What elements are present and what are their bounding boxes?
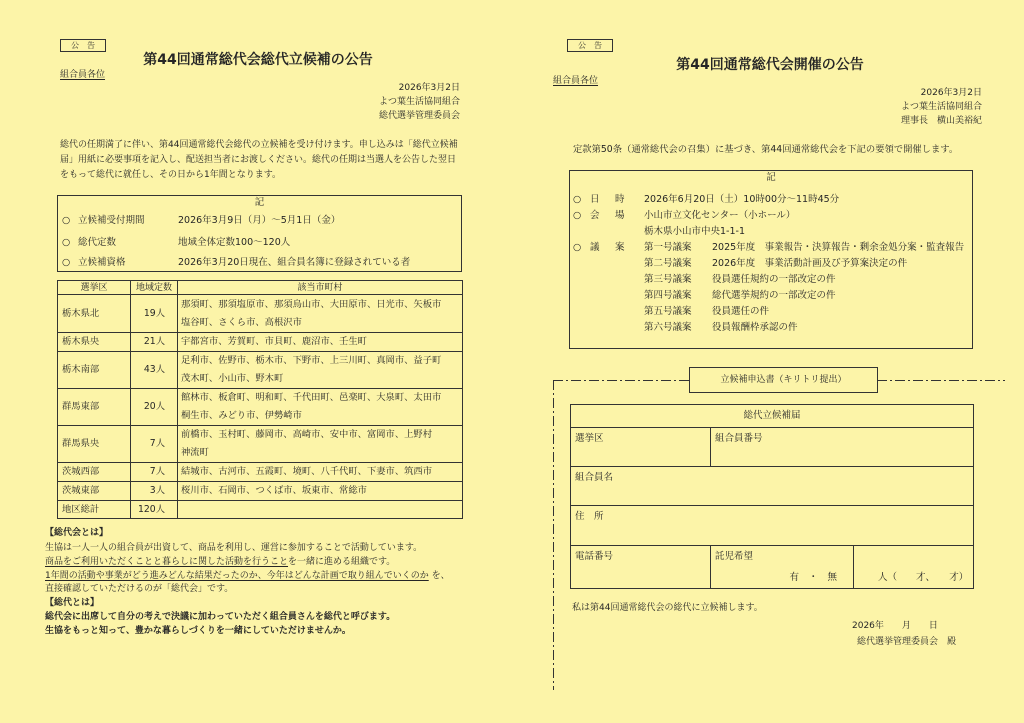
- bullet-icon: ○: [573, 210, 582, 221]
- table-row: [58, 333, 463, 352]
- municipality-line: 塩谷町、さくら市、高根沢市: [181, 316, 302, 328]
- district-quota: 7人: [131, 426, 178, 463]
- district-quota: 20人: [131, 389, 178, 426]
- issuer-name: 総代選挙管理委員会: [378, 111, 460, 121]
- childcare-detail: 人（ 才、 才）: [878, 572, 969, 583]
- form-row: [571, 467, 974, 506]
- agenda-title: 役員選任の件: [712, 306, 770, 317]
- venue-name: 小山市立文化センター（小ホール）: [644, 210, 796, 221]
- detail-label: 会 場: [590, 210, 628, 221]
- municipality-line: 那須町、那須塩原市、那須烏山市、大田原市、日光市、矢板市: [181, 298, 442, 310]
- table-row: [58, 389, 463, 426]
- application-form: [570, 404, 974, 589]
- page-title: 第44回通常総代会開催の公告: [676, 57, 864, 73]
- notice-badge: 公 告: [60, 39, 106, 52]
- form-row: [571, 546, 974, 589]
- organization-name: よつ葉生活協同組合: [378, 97, 460, 107]
- district-name: 栃木県北: [58, 295, 131, 333]
- section-heading: 【総代会とは】: [45, 528, 109, 538]
- agenda-title: 総代選挙規約の一部改定の件: [712, 290, 836, 301]
- table-row: [58, 426, 463, 463]
- district-quota: 7人: [131, 463, 178, 482]
- agenda-number: 第三号議案: [644, 274, 692, 285]
- bullet-icon: ○: [573, 194, 582, 205]
- detail-value: 2026年3月20日現在、組合員名簿に登録されている者: [178, 257, 411, 268]
- district-quota: 3人: [131, 482, 178, 501]
- header-quota: 地域定数: [131, 281, 178, 295]
- district-quota: 19人: [131, 295, 178, 333]
- agenda-number: 第二号議案: [644, 258, 692, 269]
- childcare-field: [711, 546, 854, 589]
- table-row: [58, 352, 463, 389]
- issue-date: 2026年3月2日: [398, 83, 460, 93]
- district-municipalities: [178, 333, 463, 352]
- childcare-detail-field: [854, 546, 974, 589]
- district-name: 地区総計: [58, 501, 131, 519]
- agenda-number: 第四号議案: [644, 290, 692, 301]
- bullet-icon: ○: [62, 215, 71, 226]
- underlined-text: 商品をご利用いただくことと暮らしに関した活動を行うこと: [45, 557, 289, 567]
- plain-text: を、: [428, 571, 450, 581]
- district-name: 茨城西部: [58, 463, 131, 482]
- district-name: 群馬東部: [58, 389, 131, 426]
- addressee: 組合員各位: [60, 70, 106, 80]
- underlined-text: 1年間の活動や事業がどう進みどんな結果だったのか、今年はどんな計画で取り組んでいくのか: [45, 571, 429, 581]
- bullet-icon: ○: [573, 242, 582, 253]
- form-date-line: 2026年 月 日: [852, 621, 938, 631]
- detail-value: 2026年3月9日（月）～5月1日（金）: [178, 215, 341, 226]
- form-title: 総代立候補届: [571, 405, 974, 428]
- candidacy-declaration: 私は第44回通常総代会の総代に立候補します。: [572, 603, 763, 613]
- table-row: [58, 463, 463, 482]
- about-line: 生協は一人一人の組合員が出資して、商品を利用し、運営に参加することで活動しています。: [45, 543, 423, 553]
- about-line: [45, 570, 450, 582]
- cut-line: [512, 0, 1024, 723]
- details-heading: 記: [254, 197, 265, 208]
- municipality-line: 茂木町、小山市、野木町: [181, 373, 284, 384]
- meeting-notice-page: [512, 0, 1024, 723]
- district-municipalities: [178, 389, 463, 426]
- meeting-datetime: 2026年6月20日（土）10時00分～11時45分: [644, 194, 840, 205]
- district-municipalities: [178, 352, 463, 389]
- organization-name: よつ葉生活協同組合: [900, 102, 982, 112]
- agenda-title: 役員報酬枠承認の件: [712, 322, 798, 333]
- address-field: 住 所: [571, 506, 974, 546]
- detail-label: 立候補受付期間: [78, 215, 145, 226]
- detail-label: 総代定数: [78, 237, 117, 248]
- details-heading: 記: [766, 172, 776, 183]
- header-district: 選挙区: [58, 281, 131, 295]
- about-line: 総代会に出席して自分の考えで決議に加わっていただく組合員さんを総代と呼びます。: [45, 612, 396, 622]
- phone-field: 電話番号: [571, 546, 711, 589]
- intro-line: をもって総代に就任し、その日から1年間となります。: [60, 170, 282, 180]
- municipality-line: 館林市、板倉町、明和町、千代田町、邑楽町、大泉町、太田市: [181, 392, 442, 403]
- municipality-line: 足利市、佐野市、栃木市、下野市、上三川町、真岡市、益子町: [181, 355, 442, 366]
- intro-line: 定款第50条（通常総代会の召集）に基づき、第44回通常総代会を下記の要領で開催します。: [573, 144, 959, 155]
- district-municipalities: [178, 463, 463, 482]
- district-field: 選挙区: [571, 428, 711, 467]
- agenda-number: 第六号議案: [644, 322, 692, 333]
- district-municipalities: [178, 426, 463, 463]
- intro-line: 届」用紙に必要事項を記入し、配送担当者にお渡しください。総代の任期は当選人を公告した翌日: [60, 155, 457, 165]
- municipality-line: 神流町: [181, 447, 209, 458]
- bullet-icon: ○: [62, 237, 71, 248]
- district-name: 群馬県央: [58, 426, 131, 463]
- form-row: [571, 506, 974, 546]
- header-municipalities: 該当市町村: [178, 281, 463, 295]
- district-table-header: [58, 281, 463, 295]
- page-title: 第44回通常総代会総代立候補の公告: [143, 52, 373, 68]
- issue-date: 2026年3月2日: [920, 88, 982, 98]
- plain-text: を一緒に進める組織です。: [288, 557, 396, 567]
- district-municipalities: [178, 482, 463, 501]
- member-number-field: 組合員番号: [711, 428, 974, 467]
- table-row-total: [58, 501, 463, 519]
- cut-line-label: 立候補申込書（キリトリ提出）: [689, 367, 878, 393]
- issuer-block: [290, 82, 460, 124]
- detail-label: 日 時: [590, 194, 628, 205]
- district-municipalities: [178, 501, 463, 519]
- form-header-row: [571, 405, 974, 428]
- district-municipalities: [178, 295, 463, 333]
- table-row: [58, 482, 463, 501]
- childcare-options: 有 ・ 無: [789, 572, 837, 583]
- venue-address: 栃木県小山市中央1-1-1: [644, 226, 745, 237]
- member-name-field: 組合員名: [571, 467, 974, 506]
- agenda-title: 2025年度 事業報告・決算報告・剰余金処分案・監査報告: [712, 242, 965, 253]
- childcare-label: 託児希望: [715, 551, 754, 562]
- about-line: 生協をもっと知って、豊かな暮らしづくりを一緒にしていただけませんか。: [45, 626, 351, 636]
- bullet-icon: ○: [62, 257, 71, 268]
- agenda-number: 第五号議案: [644, 306, 692, 317]
- district-quota: 21人: [131, 333, 178, 352]
- about-line: [45, 556, 395, 568]
- details-box: [57, 195, 462, 272]
- agenda-title: 役員選任規約の一部改定の件: [712, 274, 836, 285]
- district-name: 茨城東部: [58, 482, 131, 501]
- district-quota: 120人: [131, 501, 178, 519]
- about-line: 直接確認していただけるのが「総代会」です。: [45, 584, 234, 594]
- district-name: 栃木県央: [58, 333, 131, 352]
- municipality-line: 桐生市、みどり市、伊勢崎市: [181, 410, 302, 421]
- agenda-title: 2026年度 事業活動計画及び予算案決定の件: [712, 258, 908, 269]
- municipality-line: 桜川市、石岡市、つくば市、坂東市、常総市: [181, 485, 367, 496]
- detail-value: 地域全体定数100～120人: [178, 237, 291, 248]
- signatory-name: 理事長 横山美裕紀: [900, 116, 982, 126]
- detail-label: 議 案: [590, 242, 628, 253]
- section-heading: 【総代とは】: [45, 598, 100, 608]
- municipality-line: 宇都宮市、芳賀町、市貝町、鹿沼市、壬生町: [181, 336, 367, 347]
- intro-line: 総代の任期満了に伴い、第44回通常総代会総代の立候補を受け付けます。申し込みは「総代立候補: [60, 140, 458, 150]
- agenda-number: 第一号議案: [644, 242, 692, 253]
- notice-badge: 公 告: [567, 39, 613, 52]
- addressee: 組合員各位: [553, 76, 599, 86]
- form-row: [571, 428, 974, 467]
- district-name: 栃木南部: [58, 352, 131, 389]
- detail-label: 立候補資格: [78, 257, 126, 268]
- municipality-line: 結城市、古河市、五霞町、境町、八千代町、下妻市、筑西市: [181, 466, 433, 477]
- district-quota: 43人: [131, 352, 178, 389]
- form-recipient: 総代選挙管理委員会 殿: [857, 637, 957, 647]
- district-table: [57, 280, 463, 519]
- municipality-line: 前橋市、玉村町、藤岡市、高崎市、安中市、富岡市、上野村: [181, 429, 433, 440]
- table-row: [58, 295, 463, 333]
